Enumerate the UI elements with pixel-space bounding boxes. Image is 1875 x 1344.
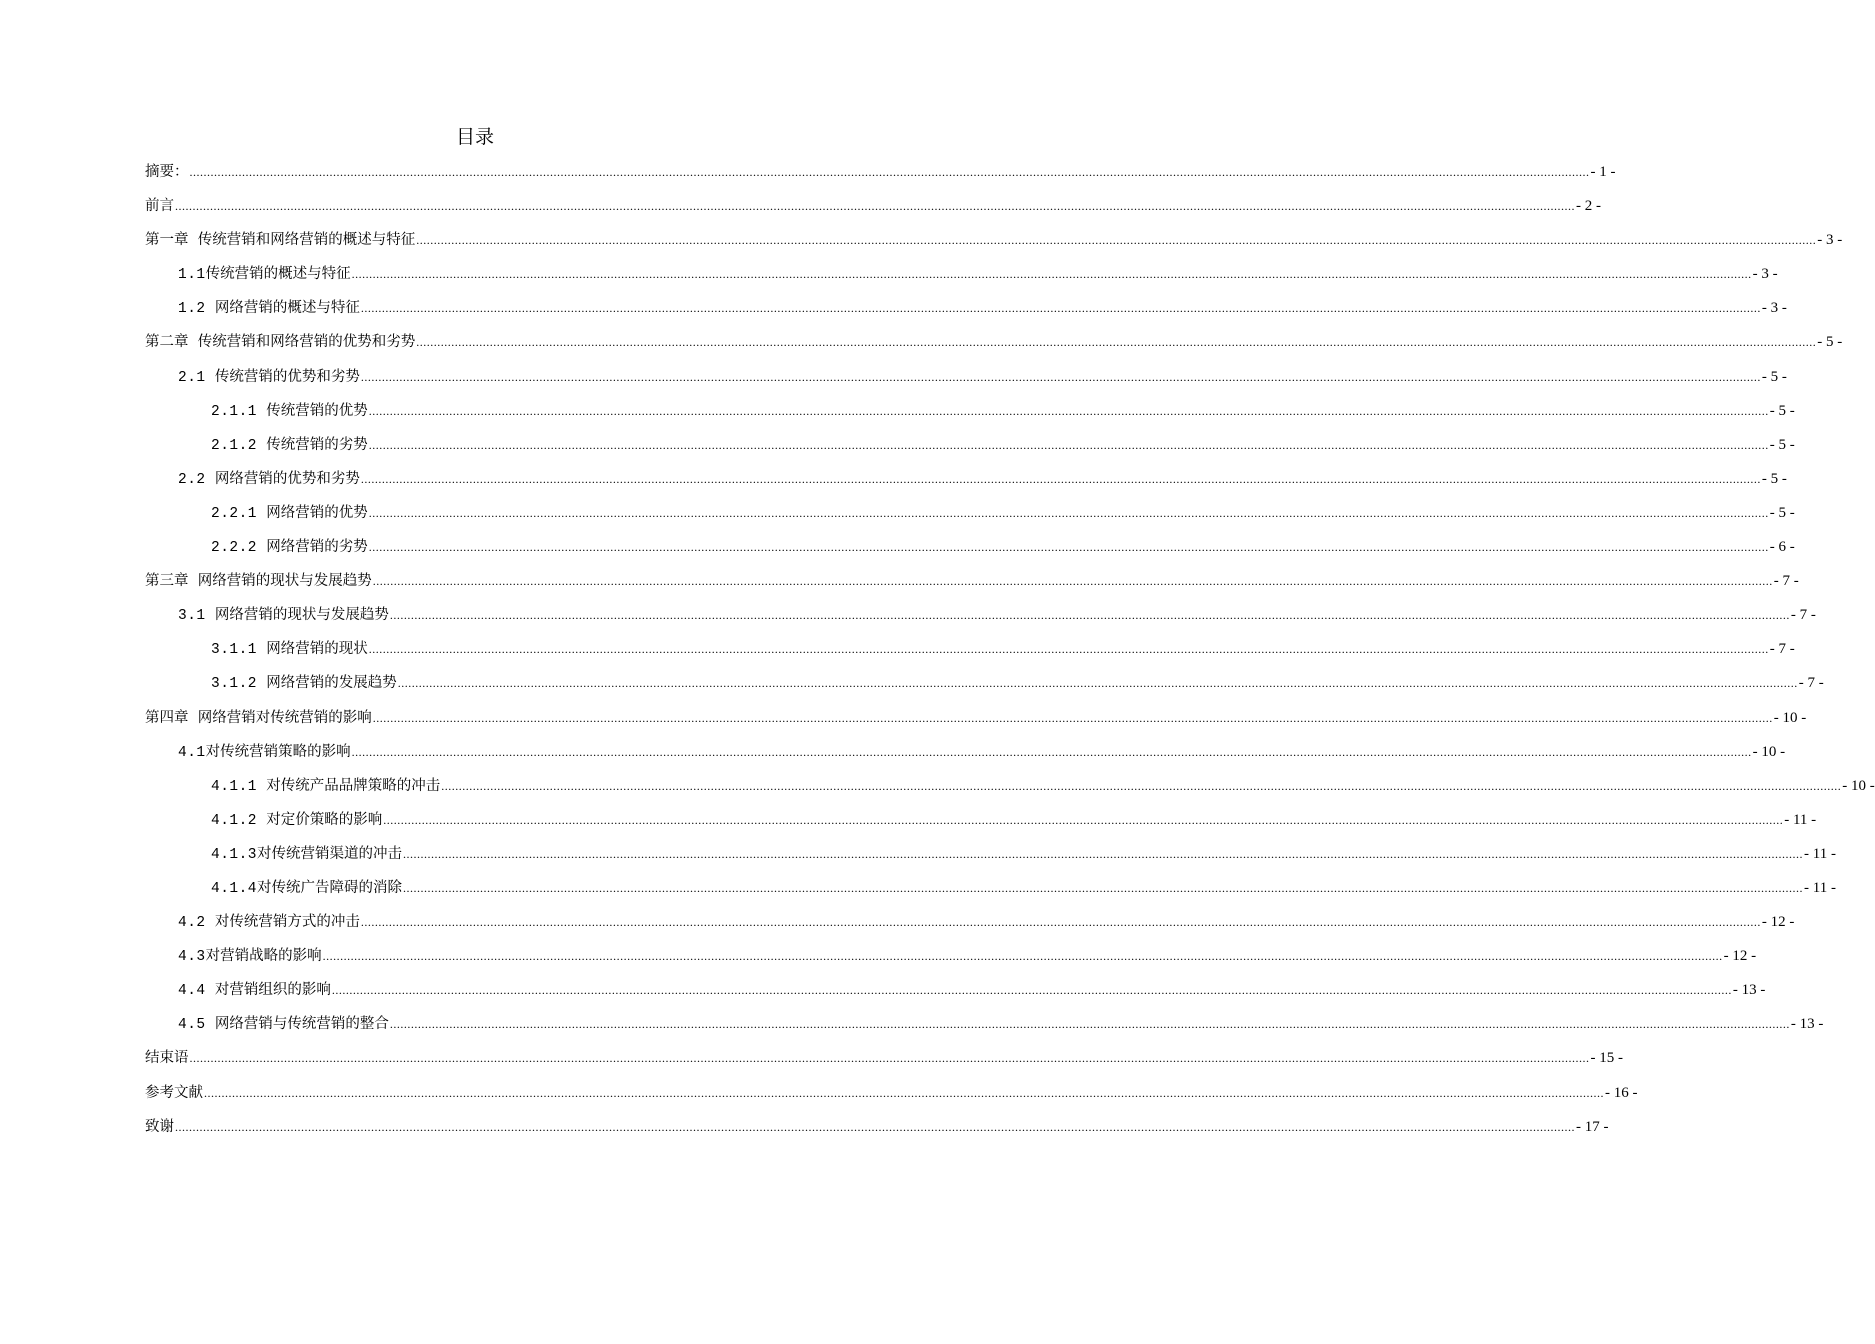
toc-entry-label [178, 944, 322, 969]
toc-entry-text: 网络营销的现状 [257, 641, 368, 658]
toc-entry-label [211, 637, 368, 662]
toc-entry-page-number: - 13 - [1790, 1016, 1824, 1033]
toc-entry-text: 对传统营销渠道的冲击 [257, 845, 403, 862]
toc-entry[interactable] [145, 569, 1799, 603]
toc-entry-text: 第四章 网络营销对传统营销的影响 [145, 709, 372, 726]
toc-entry-page-number: - 12 - [1723, 948, 1757, 965]
toc-entry-label [145, 706, 372, 730]
toc-entry-label [145, 1115, 174, 1139]
dot-leader: ................................................................................................................................................................................................................................................................................................................................................................................................................ [441, 778, 1842, 793]
dot-leader: ................................................................................................................................................................................................................................................................................................................................................................................................................ [360, 369, 1761, 384]
toc-entry-number: 4.2 [178, 915, 206, 932]
toc-entry-page-number: - 7 - [1798, 675, 1824, 692]
toc-entry-number: 3.1 [178, 608, 206, 625]
toc-entry-number: 1.2 [178, 301, 206, 318]
toc-entry-text: 网络营销的优势和劣势 [205, 470, 360, 487]
toc-entry-text: 对传统产品品牌策略的冲击 [257, 777, 441, 794]
toc-entry-page-number: - 5 - [1769, 504, 1795, 521]
toc-entry-text: 对定价策略的影响 [257, 811, 383, 828]
toc-entry[interactable] [145, 842, 1836, 876]
toc-entry[interactable] [145, 978, 1766, 1012]
toc-entry[interactable] [145, 671, 1824, 705]
toc-entry-label [178, 365, 360, 390]
toc-entry-text: 结束语 [145, 1050, 189, 1067]
toc-entry-page-number: - 5 - [1761, 368, 1787, 385]
toc-entry-page-number: - 7 - [1773, 573, 1799, 590]
toc-entry-label [178, 262, 351, 287]
toc-entry-number: 4.1 [178, 744, 206, 761]
toc-entry-text: 网络营销的优势 [257, 504, 368, 521]
toc-entry-label [211, 535, 368, 560]
toc-entry-label [145, 569, 372, 593]
toc-entry-label [211, 433, 368, 458]
toc-entry-page-number: - 5 - [1761, 470, 1787, 487]
toc-entry[interactable] [145, 876, 1836, 910]
toc-entry-text: 传统营销的优势 [257, 402, 368, 419]
toc-entry-number: 4.1.3 [211, 846, 258, 863]
toc-entry-page-number: - 12 - [1761, 914, 1795, 931]
toc-entry-number: 4.3 [178, 949, 206, 966]
dot-leader: ................................................................................................................................................................................................................................................................................................................................................................................................................ [403, 880, 1804, 895]
toc-entry-label [145, 228, 415, 252]
dot-leader: ................................................................................................................................................................................................................................................................................................................................................................................................................ [331, 983, 1732, 998]
toc-entry-number: 2.2 [178, 471, 206, 488]
toc-entry-page-number: - 5 - [1817, 334, 1843, 351]
toc-entry-text: 参考文献 [145, 1084, 203, 1101]
dot-leader: ................................................................................................................................................................................................................................................................................................................................................................................................................ [189, 1051, 1590, 1066]
dot-leader: ................................................................................................................................................................................................................................................................................................................................................................................................................ [368, 403, 1769, 418]
toc-entry[interactable] [145, 535, 1795, 569]
dot-leader: ................................................................................................................................................................................................................................................................................................................................................................................................................ [322, 949, 1723, 964]
toc-entry-text: 对营销战略的影响 [205, 948, 322, 965]
toc-entry-label [178, 1012, 389, 1037]
toc-entry-number: 4.1.2 [211, 812, 258, 829]
toc-entry[interactable] [145, 740, 1786, 774]
toc-entry-number: 3.1.2 [211, 676, 258, 693]
toc-entry[interactable] [145, 1115, 1609, 1149]
toc-entry-label [178, 978, 331, 1003]
toc-entry-page-number: - 11 - [1804, 845, 1836, 862]
toc-entry-label [145, 1046, 189, 1070]
toc-entry-number: 3.1.1 [211, 642, 258, 659]
toc-entry-number: 4.1.4 [211, 880, 258, 897]
toc-entry-page-number: - 7 - [1769, 641, 1795, 658]
dot-leader: ................................................................................................................................................................................................................................................................................................................................................................................................................ [372, 710, 1773, 725]
toc-entry-text: 对传统营销方式的冲击 [205, 914, 360, 931]
toc-entry-page-number: - 15 - [1590, 1050, 1623, 1067]
toc-entry-text: 对传统广告障碍的消除 [257, 879, 403, 896]
toc-entry-label [211, 399, 368, 424]
toc-entry[interactable] [145, 365, 1787, 399]
toc-entry[interactable] [145, 296, 1787, 330]
toc-entry-page-number: - 1 - [1590, 164, 1616, 180]
dot-leader: ................................................................................................................................................................................................................................................................................................................................................................................................................ [204, 1085, 1604, 1100]
toc-entry-label [145, 160, 189, 184]
toc-entry[interactable] [145, 944, 1757, 978]
toc-entry[interactable] [145, 1012, 1824, 1046]
toc-entry-label [211, 671, 397, 696]
dot-leader: ................................................................................................................................................................................................................................................................................................................................................................................................................ [368, 437, 1769, 452]
toc-entry[interactable] [145, 501, 1795, 535]
dot-leader: ................................................................................................................................................................................................................................................................................................................................................................................................................ [360, 301, 1761, 316]
dot-leader: ................................................................................................................................................................................................................................................................................................................................................................................................................ [368, 642, 1769, 657]
toc-title: 目录 [455, 126, 494, 148]
dot-leader: ................................................................................................................................................................................................................................................................................................................................................................................................................ [351, 744, 1752, 759]
toc-entry-page-number: - 6 - [1769, 539, 1795, 556]
toc-entry-text: 网络营销的现状与发展趋势 [205, 607, 389, 624]
toc-entry-text: 网络营销的劣势 [257, 539, 368, 556]
toc-entry-page-number: - 7 - [1790, 607, 1816, 624]
toc-entry-text: 网络营销与传统营销的整合 [205, 1016, 389, 1033]
toc-entry-text: 第一章 传统营销和网络营销的概述与特征 [145, 232, 416, 249]
toc-entry-page-number: - 10 - [1752, 743, 1786, 760]
toc-entry-page-number: - 16 - [1605, 1084, 1638, 1101]
toc-entry[interactable] [145, 467, 1787, 501]
toc-entry-page-number: - 3 - [1761, 300, 1787, 317]
dot-leader: ................................................................................................................................................................................................................................................................................................................................................................................................................ [368, 505, 1769, 520]
toc-entry[interactable] [145, 603, 1816, 637]
toc-entry[interactable] [145, 399, 1795, 433]
toc-entry-number: 4.5 [178, 1017, 206, 1034]
dot-leader: ................................................................................................................................................................................................................................................................................................................................................................................................................ [360, 471, 1761, 486]
toc-entry-text: 前言 [145, 198, 174, 215]
toc-entry-label [211, 774, 440, 799]
toc-entry-page-number: - 2 - [1576, 198, 1601, 215]
toc-entry-text: 第三章 网络营销的现状与发展趋势 [145, 573, 372, 590]
toc-entry[interactable] [145, 774, 1875, 808]
toc-entry-label [145, 1081, 203, 1105]
dot-leader: ................................................................................................................................................................................................................................................................................................................................................................................................................ [389, 608, 1790, 623]
toc-entry-page-number: - 5 - [1769, 402, 1795, 419]
toc-entry-page-number: - 3 - [1817, 232, 1843, 249]
toc-entry-page-number: - 11 - [1804, 879, 1836, 896]
toc-entry-page-number: - 17 - [1576, 1118, 1609, 1135]
toc-entry[interactable] [145, 637, 1795, 671]
toc-entry[interactable] [145, 808, 1817, 842]
toc-entry-label [211, 808, 382, 833]
toc-entry-number: 1.1 [178, 267, 206, 284]
toc-entry[interactable] [145, 1046, 1623, 1080]
dot-leader: ................................................................................................................................................................................................................................................................................................................................................................................................................ [372, 574, 1773, 589]
toc-entry-number: 4.1.1 [211, 778, 258, 795]
toc-entry[interactable] [145, 160, 1616, 194]
dot-leader: ................................................................................................................................................................................................................................................................................................................................................................................................................ [175, 1119, 1575, 1134]
dot-leader: ................................................................................................................................................................................................................................................................................................................................................................................................................ [389, 1017, 1790, 1032]
toc-entry-label [178, 910, 360, 935]
dot-leader: ................................................................................................................................................................................................................................................................................................................................................................................................................ [189, 165, 1590, 179]
dot-leader: ................................................................................................................................................................................................................................................................................................................................................................................................................ [368, 540, 1769, 555]
toc-entry-label [145, 194, 174, 218]
toc-entry-text: 传统营销的优势和劣势 [205, 368, 360, 385]
toc-entry-text: 对营销组织的影响 [205, 982, 331, 999]
toc-entry-label [211, 501, 368, 526]
toc-entry-label [211, 876, 402, 901]
dot-leader: ................................................................................................................................................................................................................................................................................................................................................................................................................ [360, 915, 1761, 930]
toc-entry-page-number: - 3 - [1752, 266, 1778, 283]
toc-entry-page-number: - 11 - [1784, 811, 1817, 828]
toc-entry-label [178, 467, 360, 492]
toc-entry-text: 传统营销的劣势 [257, 436, 368, 453]
toc-entry[interactable] [145, 262, 1778, 296]
toc-entry-number: 4.4 [178, 983, 206, 1000]
toc-entry-label [178, 740, 351, 765]
toc-entry[interactable] [145, 706, 1807, 740]
toc-entry-number: 2.2.2 [211, 540, 258, 557]
dot-leader: ................................................................................................................................................................................................................................................................................................................................................................................................................ [403, 846, 1804, 861]
toc-entry-number: 2.2.1 [211, 505, 258, 522]
toc-entry-label [178, 296, 360, 321]
toc-entry[interactable] [145, 194, 1601, 228]
toc-entry[interactable] [145, 910, 1795, 944]
toc-entry[interactable] [145, 330, 1843, 364]
toc-entry-text: 致谢 [145, 1118, 174, 1135]
toc-entry-label [178, 603, 389, 628]
toc-entry-text: 网络营销的发展趋势 [257, 675, 397, 692]
toc-entry-page-number: - 10 - [1842, 777, 1875, 794]
toc-entry-page-number: - 10 - [1773, 709, 1807, 726]
dot-leader: ................................................................................................................................................................................................................................................................................................................................................................................................................ [383, 812, 1784, 827]
toc-entry-text: 传统营销的概述与特征 [205, 266, 351, 283]
dot-leader: ................................................................................................................................................................................................................................................................................................................................................................................................................ [397, 676, 1798, 691]
dot-leader: ................................................................................................................................................................................................................................................................................................................................................................................................................ [416, 233, 1817, 248]
toc-entry-number: 2.1 [178, 369, 206, 386]
dot-leader: ................................................................................................................................................................................................................................................................................................................................................................................................................ [175, 199, 1575, 214]
toc-entry-number: 2.1.2 [211, 437, 258, 454]
dot-leader: ................................................................................................................................................................................................................................................................................................................................................................................................................ [351, 267, 1752, 282]
table-of-contents [145, 160, 1875, 1149]
toc-entry-page-number: - 5 - [1769, 436, 1795, 453]
toc-entry-label [211, 842, 402, 867]
toc-entry-text: 对传统营销策略的影响 [205, 743, 351, 760]
dot-leader: ................................................................................................................................................................................................................................................................................................................................................................................................................ [416, 335, 1817, 350]
toc-entry-text: 第二章 传统营销和网络营销的优势和劣势 [145, 334, 416, 351]
toc-entry-text: 网络营销的概述与特征 [205, 300, 360, 317]
toc-entry-page-number: - 13 - [1732, 982, 1766, 999]
toc-entry[interactable] [145, 1081, 1638, 1115]
toc-entry-label [145, 330, 415, 354]
toc-entry[interactable] [145, 228, 1843, 262]
toc-entry-number: 2.1.1 [211, 403, 258, 420]
toc-entry[interactable] [145, 433, 1795, 467]
toc-entry-text: 摘要： [145, 164, 189, 180]
